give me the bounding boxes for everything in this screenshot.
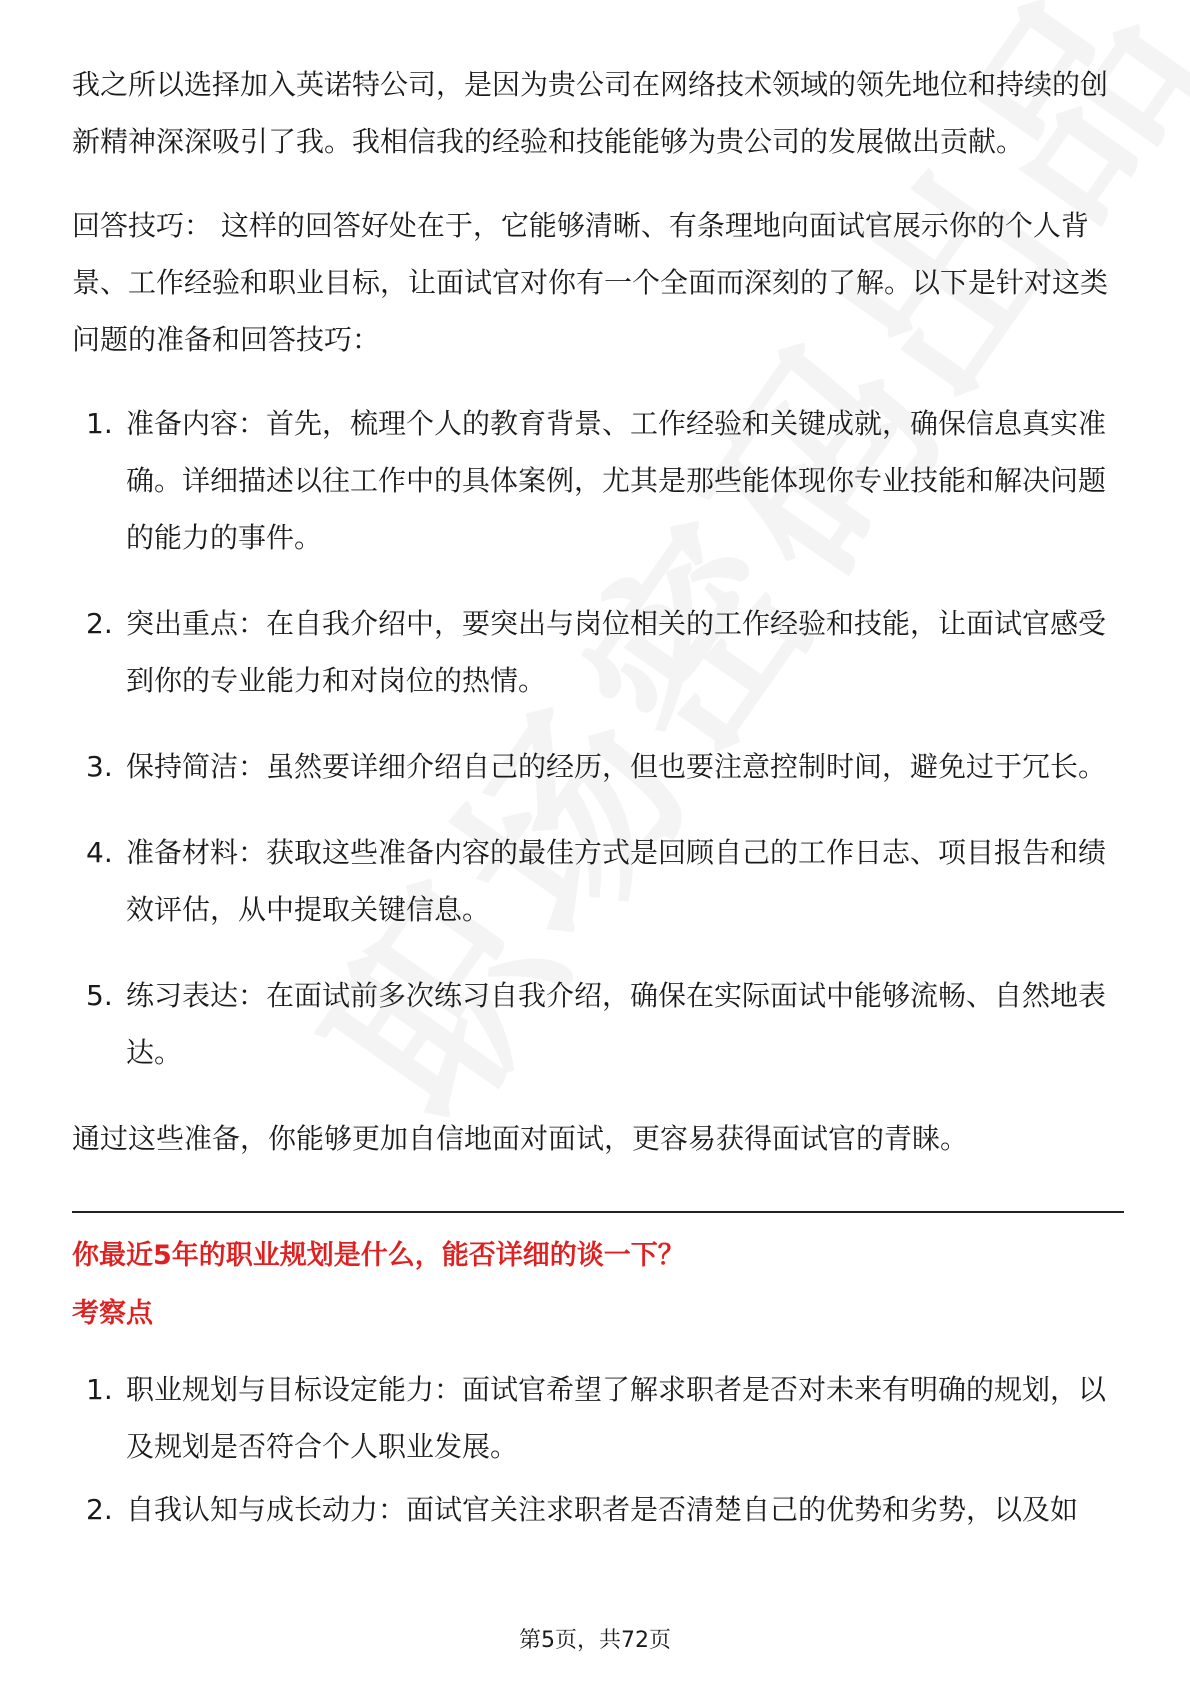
- list-item-text: 保持简洁：虽然要详细介绍自己的经历，但也要注意控制时间，避免过于冗长。: [126, 750, 1107, 783]
- list-item: [72, 824, 1124, 938]
- points-list: [72, 1361, 1124, 1538]
- closing-paragraph: 通过这些准备，你能够更加自信地面对面试，更容易获得面试官的青睐。: [72, 1122, 969, 1155]
- list-item-text: 突出重点：在自我介绍中，要突出与岗位相关的工作经验和技能，让面试官感受到你的专业能力和对岗位的热情。: [126, 607, 1107, 697]
- list-item-text: 准备材料：获取这些准备内容的最佳方式是回顾自己的工作日志、项目报告和绩效评估，从中提取关键信息。: [126, 836, 1107, 926]
- subhead-examination-points: 考察点: [72, 1298, 153, 1329]
- list-item-number: 1.: [86, 407, 113, 440]
- list-item-number: 3.: [86, 750, 113, 783]
- list-item: [72, 738, 1124, 795]
- list-item: [72, 595, 1124, 709]
- list-item-number: 1.: [86, 1373, 113, 1406]
- question-heading: 你最近5年的职业规划是什么，能否详细的谈一下？: [72, 1240, 685, 1271]
- list-item-text: 自我认知与成长动力：面试官关注求职者是否清楚自己的优势和劣势，以及如: [126, 1493, 1079, 1526]
- list-item: [72, 1481, 1124, 1538]
- tips-list: [72, 395, 1124, 1081]
- list-item-text: 练习表达：在面试前多次练习自我介绍，确保在实际面试中能够流畅、自然地表达。: [126, 979, 1107, 1069]
- list-item: [72, 395, 1124, 566]
- list-item-number: 2.: [86, 607, 113, 640]
- intro-paragraph: 我之所以选择加入英诺特公司，是因为贵公司在网络技术领域的领先地位和持续的创新精神深深吸引了我。我相信我的经验和技能能够为贵公司的发展做出贡献。: [72, 68, 1109, 158]
- list-item-number: 2.: [86, 1493, 113, 1526]
- page-content: [72, 56, 1124, 1544]
- page-footer: 第5页，共72页: [519, 1628, 671, 1653]
- list-item-text: 准备内容：首先，梳理个人的教育背景、工作经验和关键成就，确保信息真实准确。详细描述以往工作中的具体案例，尤其是那些能体现你专业技能和解决问题的能力的事件。: [126, 407, 1107, 554]
- list-item-number: 5.: [86, 979, 113, 1012]
- tips-paragraph: 回答技巧： 这样的回答好处在于，它能够清晰、有条理地向面试官展示你的个人背景、工作经验和职业目标，让面试官对你有一个全面而深刻的了解。以下是针对这类问题的准备和回答技巧：: [72, 209, 1109, 356]
- list-item: [72, 967, 1124, 1081]
- list-item: [72, 1361, 1124, 1475]
- list-item-number: 4.: [86, 836, 113, 869]
- list-item-text: 职业规划与目标设定能力：面试官希望了解求职者是否对未来有明确的规划，以及规划是否符合个人职业发展。: [126, 1373, 1107, 1463]
- section-divider: [72, 1211, 1124, 1213]
